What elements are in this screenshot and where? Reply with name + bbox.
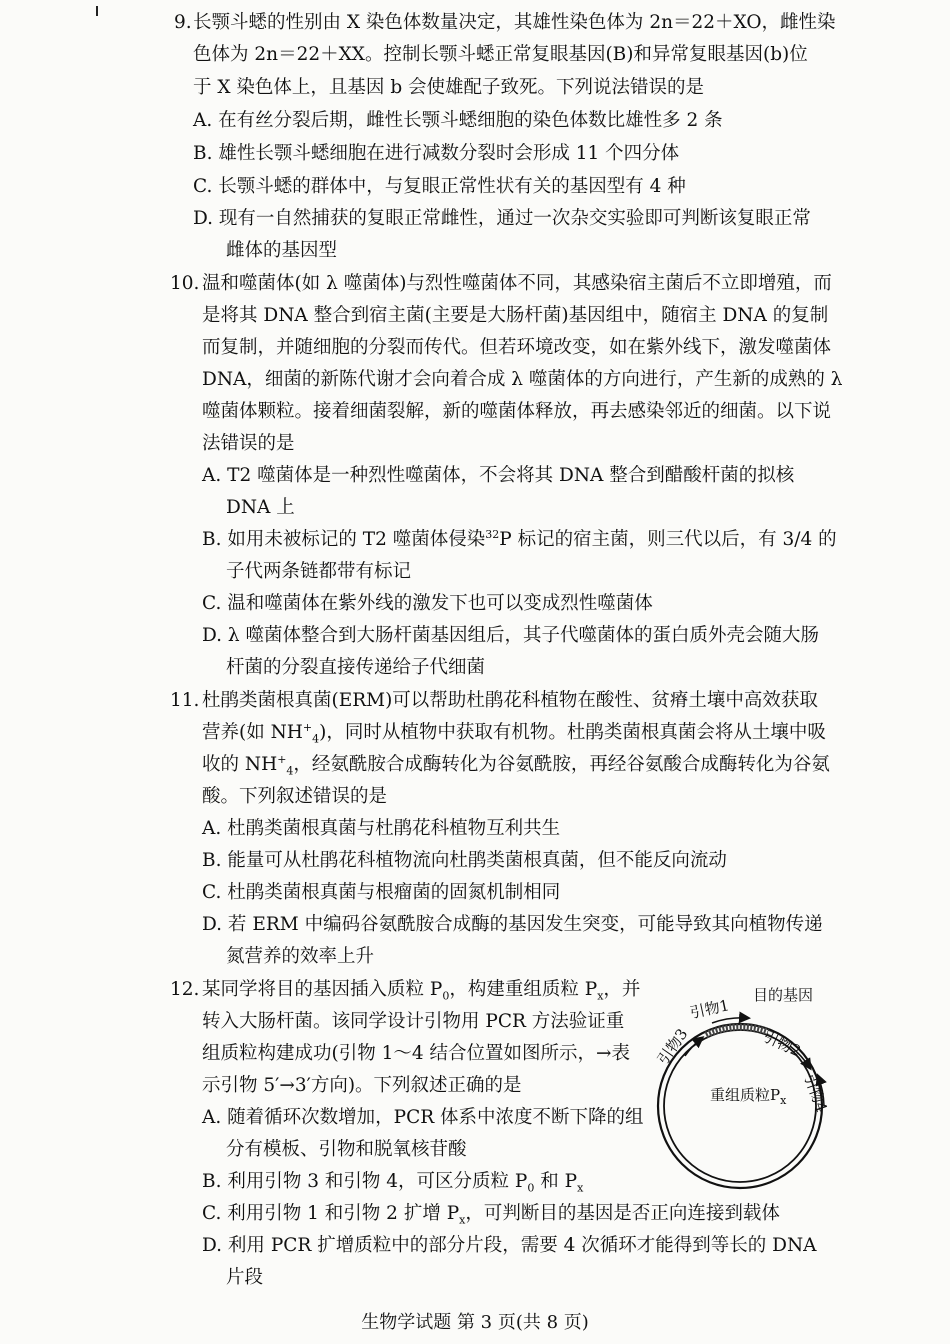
- q10-stem-line: 法错误的是: [202, 433, 295, 454]
- corner-mark: [96, 6, 98, 16]
- q9-stem-line: 于 X 染色体上，且基因 b 会使雄配子致死。下列说法错误的是: [193, 77, 705, 98]
- q10-option-c: C. 温和噬菌体在紫外线的激发下也可以变成烈性噬菌体: [202, 593, 653, 614]
- q12-l1-mid: ，构建重组质粒 P: [449, 979, 598, 1000]
- q12-option-b: [202, 1170, 583, 1194]
- q12-option-c-pre: C. 利用引物 1 和引物 2 扩增 P: [202, 1203, 460, 1224]
- q10-option-b: [202, 528, 837, 552]
- q11-stem3-post: ，经氨酰胺合成酶转化为谷氨酰胺，再经谷氨酸合成酶转化为谷氨: [293, 754, 830, 775]
- plasmid-label-subscript: x: [780, 1094, 787, 1107]
- isotope-superscript: 32: [485, 527, 500, 541]
- q10-option-a-cont: DNA 上: [226, 497, 295, 518]
- q12-number: 12.: [170, 979, 200, 1000]
- q12-option-d: D. 利用 PCR 扩增质粒中的部分片段，需要 4 次循环才能得到等长的 DNA: [202, 1235, 817, 1256]
- ammonium-charge: +: [277, 752, 287, 766]
- q11-stem3-pre: 收的 NH: [202, 754, 278, 775]
- primer-3-label: 引物3: [653, 1025, 692, 1068]
- q11-stem2-pre: 营养(如 NH: [202, 722, 303, 743]
- q11-option-d: D. 若 ERM 中编码谷氨酰胺合成酶的基因发生突变，可能导致其向植物传递: [202, 914, 823, 935]
- subscript: x: [597, 989, 604, 1003]
- primer-1-label: 引物1: [688, 996, 731, 1022]
- q9-option-d: D. 现有一自然捕获的复眼正常雌性，通过一次杂交实验即可判断该复眼正常: [193, 208, 811, 229]
- q12-l1-post: ，并: [603, 979, 641, 1000]
- q12-stem-line: 转入大肠杆菌。该同学设计引物用 PCR 方法验证重: [202, 1011, 625, 1032]
- q10-option-d-cont: 杆菌的分裂直接传递给子代细菌: [226, 657, 486, 678]
- subscript: 0: [527, 1181, 535, 1195]
- q9-stem-line: 色体为 2n＝22＋XX。控制长颚斗蟋正常复眼基因(B)和异常复眼基因(b)位: [193, 44, 808, 65]
- q12-option-b-pre: B. 利用引物 3 和引物 4，可区分质粒 P: [202, 1171, 528, 1192]
- q10-option-a: A. T2 噬菌体是一种烈性噬菌体，不会将其 DNA 整合到醋酸杆菌的拟核: [202, 465, 795, 486]
- q10-option-d: D. λ 噬菌体整合到大肠杆菌基因组后，其子代噬菌体的蛋白质外壳会随大肠: [202, 625, 820, 646]
- target-gene-label: 目的基因: [753, 986, 814, 1004]
- q12-option-c-post: ，可判断目的基因是否正向连接到载体: [465, 1203, 780, 1224]
- q9-option-d-cont: 雌体的基因型: [226, 240, 338, 261]
- primer-1-arrow: [712, 1018, 748, 1023]
- subscript: 0: [442, 989, 450, 1003]
- q12-option-a: A. 随着循环次数增加，PCR 体系中浓度不断下降的组: [202, 1107, 644, 1128]
- plasmid-label-text: 重组质粒P: [710, 1086, 781, 1104]
- plasmid-diagram: [650, 978, 850, 1200]
- q11-option-b: B. 能量可从杜鹃花科植物流向杜鹃类菌根真菌，但不能反向流动: [202, 850, 727, 871]
- q11-stem-line: [202, 753, 830, 777]
- q12-option-d-cont: 片段: [226, 1267, 264, 1288]
- q11-stem-line: 酸。下列叙述错误的是: [202, 786, 388, 807]
- q10-stem-line: 噬菌体颗粒。接着细菌裂解，新的噬菌体释放，再去感染邻近的细菌。以下说: [202, 401, 832, 422]
- q12-option-b-mid: 和 P: [534, 1171, 578, 1192]
- q12-stem-line: 示引物 5′→3′方向)。下列叙述正确的是: [202, 1075, 522, 1096]
- q10-stem-line: 是将其 DNA 整合到宿主菌(主要是大肠杆菌)基因组中，随宿主 DNA 的复制: [202, 305, 829, 326]
- q9-stem-line: 长颚斗蟋的性别由 X 染色体数量决定，其雄性染色体为 2n＝22＋XO，雌性染: [193, 12, 836, 33]
- q9-option-a: A. 在有丝分裂后期，雌性长颚斗蟋细胞的染色体数比雄性多 2 条: [193, 110, 723, 131]
- q9-option-c: C. 长颚斗蟋的群体中，与复眼正常性状有关的基因型有 4 种: [193, 176, 686, 197]
- q9-number: 9.: [174, 12, 192, 33]
- q12-l1-pre: 某同学将目的基因插入质粒 P: [202, 979, 443, 1000]
- ammonium-charge: +: [302, 720, 313, 734]
- q11-stem2-post: )，同时从植物中获取有机物。杜鹃类菌根真菌会将从土壤中吸: [319, 722, 826, 743]
- q11-stem-line: 杜鹃类菌根真菌(ERM)可以帮助杜鹃花科植物在酸性、贫瘠土壤中高效获取: [202, 690, 818, 711]
- q10-stem-line: DNA，细菌的新陈代谢才会向着合成 λ 噬菌体的方向进行，产生新的成熟的 λ: [202, 369, 843, 390]
- q10-option-b-pre: B. 如用未被标记的 T2 噬菌体侵染: [202, 529, 486, 550]
- q12-option-c: [202, 1202, 780, 1226]
- q9-option-b: B. 雄性长颚斗蟋细胞在进行减数分裂时会形成 11 个四分体: [193, 143, 680, 164]
- primer-4-label: 引物4: [800, 1071, 831, 1115]
- q12-option-a-cont: 分有模板、引物和脱氧核苷酸: [226, 1139, 467, 1160]
- q11-option-d-cont: 氮营养的效率上升: [226, 946, 375, 967]
- q10-stem-line: 而复制，并随细胞的分裂而传代。但若环境改变，如在紫外线下，激发噬菌体: [202, 337, 832, 358]
- q10-option-b-post: P 标记的宿主菌，则三代以后，有 3/4 的: [499, 529, 837, 550]
- plasmid-label: [710, 1086, 787, 1107]
- q11-number: 11.: [170, 690, 200, 711]
- q11-option-c: C. 杜鹃类菌根真菌与根瘤菌的固氮机制相同: [202, 882, 561, 903]
- q11-stem-line: [202, 721, 826, 745]
- q10-option-b-cont: 子代两条链都带有标记: [226, 561, 412, 582]
- subscript: x: [459, 1213, 466, 1227]
- q12-stem-line: 组质粒构建成功(引物 1～4 结合位置如图所示，→表: [202, 1043, 631, 1064]
- q10-number: 10.: [170, 273, 200, 294]
- page-footer: 生物学试题 第 3 页(共 8 页): [361, 1312, 589, 1333]
- q11-option-a: A. 杜鹃类菌根真菌与杜鹃花科植物互利共生: [202, 818, 561, 839]
- ammonium-subscript: 4: [286, 764, 294, 778]
- primer-2-label: 引物2: [760, 1027, 804, 1061]
- ammonium-subscript: 4: [312, 732, 320, 746]
- q10-stem-line: 温和噬菌体(如 λ 噬菌体)与烈性噬菌体不同，其感染宿主菌后不立即增殖，而: [202, 273, 832, 294]
- q12-stem-line: [202, 978, 640, 1002]
- subscript: x: [577, 1181, 584, 1195]
